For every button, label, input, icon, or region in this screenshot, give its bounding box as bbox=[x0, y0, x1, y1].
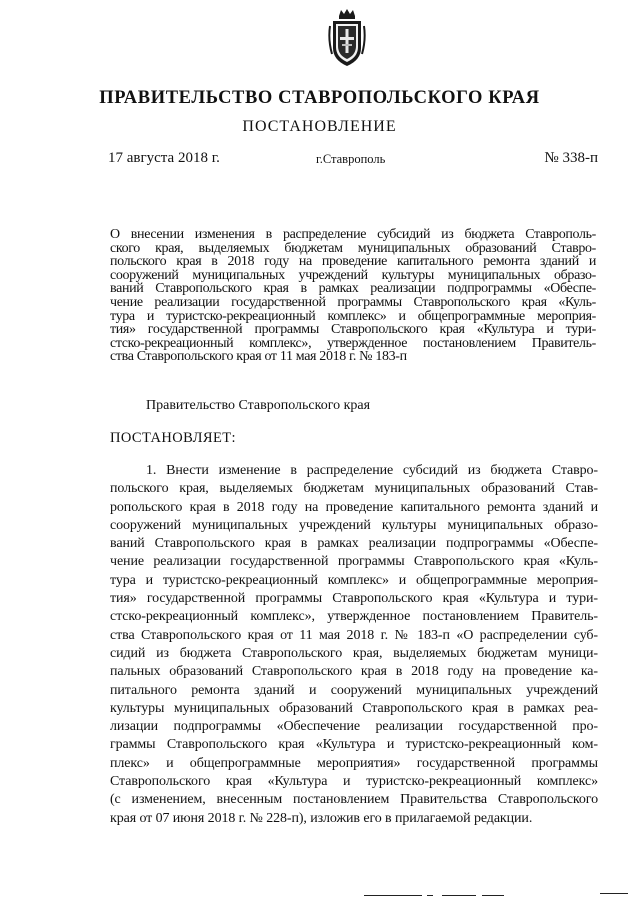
body-line: (с изменением, внесенным постановлением Правительства Ставропольского bbox=[110, 792, 598, 808]
body-line: культуры муниципальных образований Ставропольского края в рамках реа- bbox=[110, 700, 598, 716]
document-meta-row bbox=[108, 150, 598, 170]
body-line: ства Ставропольского края от 11 мая 2018 г. № 183-п «О распределении суб- bbox=[110, 627, 598, 643]
body-line: граммы Ставропольского края «Культура и туристско-рекреационный ком- bbox=[110, 737, 598, 753]
subject-line: О внесении изменения в распределение субсидий из бюджета Ставрополь- bbox=[110, 227, 596, 242]
preamble: Правительство Ставропольского края bbox=[146, 398, 371, 413]
stavropol-coat-of-arms-icon bbox=[327, 8, 367, 68]
body-line: стско-рекреационный комплекс», утвержденное постановлением Правитель- bbox=[110, 609, 598, 625]
decree-word: ПОСТАНОВЛЯЕТ: bbox=[110, 430, 236, 446]
subject-line: ваний Ставропольского края в рамках реализации подпрограммы «Обеспе- bbox=[110, 281, 596, 297]
decree-body bbox=[110, 462, 598, 828]
body-line: тура и туристско-рекреационный комплекс» и общепрограммные мероприя- bbox=[110, 572, 598, 588]
body-line: сидий из бюджета Ставропольского края, выделяемых бюджетам муници- bbox=[110, 645, 598, 661]
document-type: ПОСТАНОВЛЕНИЕ bbox=[242, 118, 397, 135]
body-line: ваний Ставропольского края в рамках реализации подпрограммы «Обеспе- bbox=[110, 536, 598, 552]
body-line: лизации подпрограммы «Обеспечение реализации государственной про- bbox=[110, 719, 598, 735]
body-line: края от 07 июня 2018 г. № 228-п), изложив его в прилагаемой редакции. bbox=[110, 810, 533, 826]
subject-line: тия» государственной программы Ставропольского края «Культура и тури- bbox=[110, 322, 596, 338]
subject-line: польского края в 2018 году на проведение капитального ремонта зданий и bbox=[110, 254, 596, 270]
document-date: 17 августа 2018 г. bbox=[108, 150, 220, 166]
signature-divider bbox=[300, 893, 630, 899]
subject-line: чение реализации государственной программы Ставропольского края «Куль- bbox=[110, 294, 596, 310]
document-number: № 338-п bbox=[544, 150, 598, 166]
subject-line: тура и туристско-рекреационный комплекс» и общепрограммные мероприя- bbox=[110, 308, 596, 324]
body-line: плекс» и общепрограммные мероприятия» государственной программы bbox=[110, 755, 598, 771]
subject-line: ства Ставропольского края от 11 мая 2018 г. № 183-п bbox=[110, 349, 407, 365]
body-line: польского края, выделяемых бюджетам муниципальных образований Став- bbox=[110, 481, 598, 497]
document-city: г.Ставрополь bbox=[316, 152, 386, 166]
body-line: чение реализации государственной программы Ставропольского края «Куль- bbox=[110, 554, 598, 570]
body-line: тия» государственной программы Ставропольского края «Культура и тури- bbox=[110, 591, 598, 607]
body-line: пальных образований Ставропольского края в 2018 году на проведение ка- bbox=[110, 664, 598, 680]
government-title: ПРАВИТЕЛЬСТВО СТАВРОПОЛЬСКОГО КРАЯ bbox=[99, 88, 540, 108]
body-line: 1. Внести изменение в распределение субсидий из бюджета Ставро- bbox=[146, 463, 598, 478]
document-subject bbox=[110, 228, 596, 364]
body-line: ропольского края в 2018 году на проведение капитального ремонта зданий и bbox=[110, 499, 598, 515]
body-line: Ставропольского края «Культура и туристско-рекреационный комплекс» bbox=[110, 774, 598, 790]
body-line: сооружений муниципальных учреждений культуры муниципальных образо- bbox=[110, 517, 598, 533]
subject-line: ского края, выделяемых бюджетам муниципальных образований Ставро- bbox=[110, 240, 596, 256]
subject-line: стско-рекреационный комплекс», утвержденное постановлением Правитель- bbox=[110, 335, 596, 351]
body-line: питального ремонта зданий и сооружений муниципальных учреждений bbox=[110, 682, 598, 698]
subject-line: сооружений муниципальных учреждений культуры муниципальных образо- bbox=[110, 267, 596, 283]
